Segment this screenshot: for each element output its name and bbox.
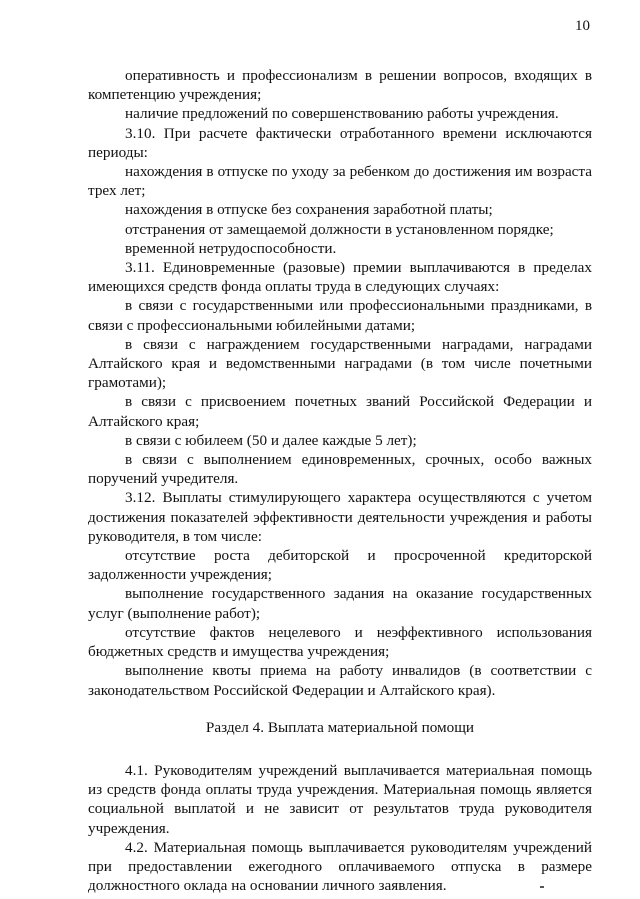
paragraph: временной нетрудоспособности. <box>125 239 337 257</box>
paragraph: выполнение государственного задания на оказание государственных услуг (выполнение работ); <box>88 585 592 622</box>
paragraph: наличие предложений по совершенствованию работы учреждения. <box>125 105 559 123</box>
paragraph: отсутствие фактов нецелевого и неэффективного использования бюджетных средств и имущества учреждения; <box>88 623 592 661</box>
paragraph: в связи с юбилеем (50 и далее каждые 5 лет); <box>125 431 417 449</box>
paragraph: в связи с государственными или профессиональными праздниками, в связи с профессиональными юбилейными датами; <box>88 297 592 334</box>
document-body <box>88 66 592 895</box>
page-number: 10 <box>575 18 590 34</box>
paragraph: в связи с награждением государственными наградами, наградами Алтайского края и ведомственными наградами (в том числе почетными грамотами); <box>88 335 592 392</box>
paragraph: 4.2. Материальная помощь выплачивается руководителям учреждений при предоставлении ежегодного оплачиваемого отпуска в размере должностного оклада на основании личного заявления. <box>88 838 592 895</box>
paragraph: в связи с присвоением почетных званий Российской Федерации и Алтайского края; <box>88 393 592 430</box>
paragraph: 3.11. Единовременные (разовые) премии выплачиваются в пределах имеющихся средств фонда оплаты труда в следующих случаях: <box>88 259 592 296</box>
paragraph: 3.10. При расчете фактически отработанного времени исключаются периоды: <box>88 124 592 161</box>
paragraph: отстранения от замещаемой должности в установленном порядке; <box>125 220 554 238</box>
paragraph: 3.12. Выплаты стимулирующего характера осуществляются с учетом достижения показателей эффективности деятельности учреждения и работы руководителя, в том числе: <box>88 489 592 545</box>
paragraph: нахождения в отпуске без сохранения заработной платы; <box>125 201 493 219</box>
section-heading: Раздел 4. Выплата материальной помощи <box>205 718 475 736</box>
paragraph: нахождения в отпуске по уходу за ребенком до достижения им возраста трех лет; <box>88 163 592 200</box>
scan-mark <box>540 886 544 888</box>
paragraph: выполнение квоты приема на работу инвалидов (в соответствии с законодательством Российской Федерации и Алтайского края). <box>88 662 592 699</box>
paragraph: 4.1. Руководителям учреждений выплачивается материальная помощь из средств фонда оплаты труда учреждения. Материальная помощь является социальной выплатой и не зависит от результатов труда руководителя учреждения. <box>88 761 592 837</box>
paragraph: в связи с выполнением единовременных, срочных, особо важных поручений учредителя. <box>88 451 592 488</box>
paragraph: отсутствие роста дебиторской и просроченной кредиторской задолженности учреждения; <box>88 547 592 584</box>
paragraph: оперативность и профессионализм в решении вопросов, входящих в компетенцию учреждения; <box>88 67 592 104</box>
